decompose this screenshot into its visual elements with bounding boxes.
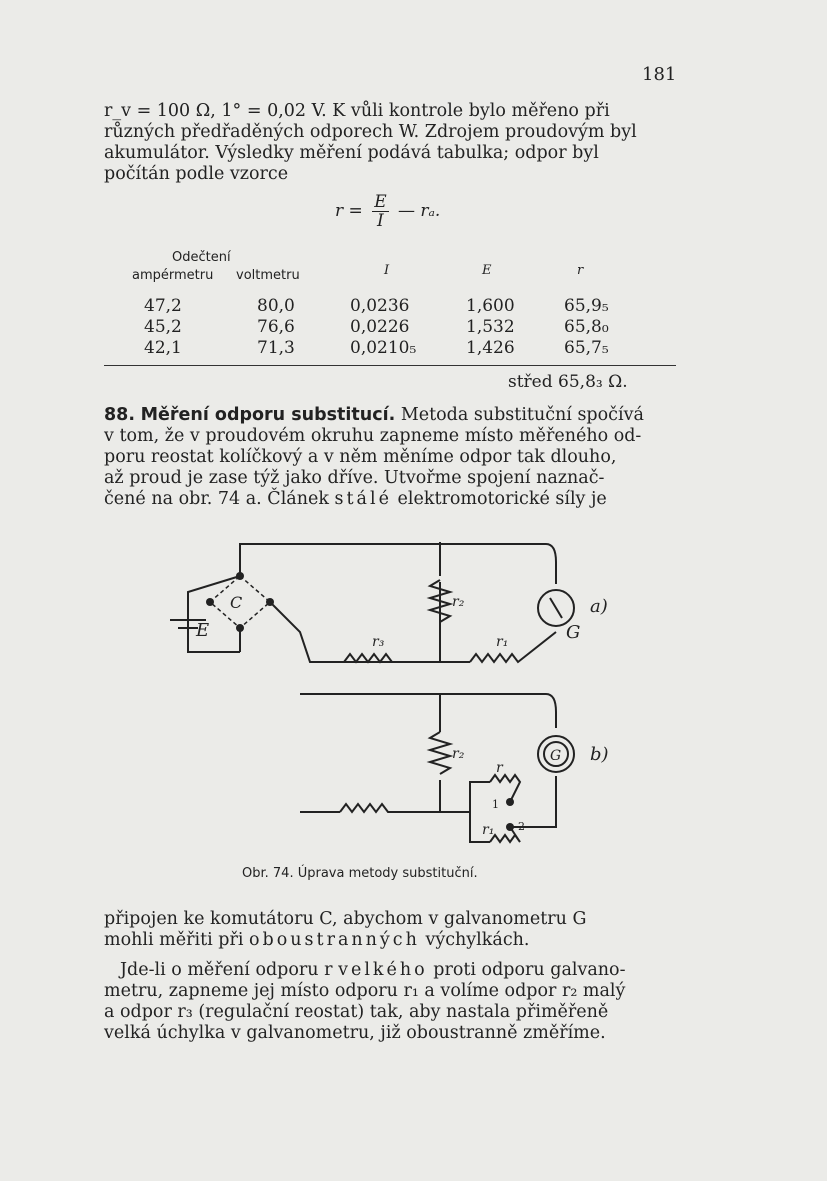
para3-line-1: Jde-li o měření odporu r	[120, 960, 333, 980]
section-title: Měření odporu substitucí.	[140, 405, 396, 425]
para2-line-2: mohli měřiti při	[104, 930, 244, 950]
page-number: 181	[642, 64, 677, 85]
table-row	[104, 338, 674, 359]
label-g-top: G	[566, 622, 581, 643]
wire-b-top	[300, 694, 556, 728]
formula-fraction	[372, 193, 388, 230]
cell-ampermetru: 42,1	[144, 338, 182, 358]
cell-voltage: 1,600	[466, 296, 515, 316]
section-number: 88.	[104, 405, 136, 425]
label-b: b)	[590, 744, 609, 765]
label-c: C	[230, 593, 243, 612]
galvanometer-a-needle	[550, 598, 562, 618]
resistance-formula	[335, 193, 440, 230]
section-heading-line	[104, 405, 674, 426]
wire-b-r	[440, 782, 490, 812]
wire-a-r3	[270, 602, 440, 662]
plug-contact-1	[506, 798, 514, 806]
table-group-header: Odečtení	[172, 250, 231, 265]
section-line-5: čené na obr. 74 a. Článek	[104, 489, 329, 509]
section-spaced-word: stálé	[334, 489, 392, 509]
section-line-1: Metoda substituční spočívá	[400, 405, 644, 425]
para2-line-1: připojen ke komutátoru C, abychom v galvanometru G	[104, 909, 587, 929]
label-pin1: 1	[492, 798, 499, 811]
table-header-ampermetru: ampérmetru	[132, 268, 214, 283]
cell-ampermetru: 47,2	[144, 296, 182, 316]
cell-voltage: 1,426	[466, 338, 515, 358]
intro-line-1: r_v = 100 Ω, 1° = 0,02 V. K vůli kontrole bylo měřeno při	[104, 101, 610, 121]
para3-line-1-wrap	[104, 960, 674, 981]
resistor-b-left	[340, 780, 440, 812]
section-line-2: v tom, že v proudovém okruhu zapneme místo měřeného od-	[104, 426, 642, 446]
resistor-r2-b	[430, 732, 450, 774]
cell-voltage: 1,532	[466, 317, 515, 337]
intro-line-2: různých předřaděných odporech W. Zdrojem proudovým byl	[104, 122, 637, 142]
table-header-resistance: r	[577, 263, 584, 278]
formula-numerator: E	[374, 192, 387, 212]
formula-rhs: — rₐ.	[398, 201, 441, 221]
section-line-4: až proud je zase týž jako dříve. Utvořme spojení naznač-	[104, 468, 605, 488]
table-bottom-rule	[104, 365, 676, 366]
cell-resistance: 65,7₅	[564, 338, 609, 358]
label-r2-top: r₂	[452, 594, 465, 610]
commutator-contact	[236, 624, 244, 632]
section-line-3: poru reostat kolíčkový a v něm měníme odpor tak dlouho,	[104, 447, 617, 467]
cell-current: 0,0236	[350, 296, 410, 316]
para3-spaced-word: velkého	[338, 960, 428, 980]
intro-line-4: počítán podle vzorce	[104, 164, 289, 184]
label-r1-bottom: r₁	[482, 822, 495, 838]
commutator-contact	[206, 598, 214, 606]
table-header-current: I	[384, 263, 390, 278]
label-r3: r₃	[372, 634, 385, 650]
cell-current: 0,0226	[350, 317, 410, 337]
label-r1: r₁	[496, 634, 509, 650]
table-mean: střed 65,8₃ Ω.	[508, 372, 628, 392]
cell-resistance: 65,9₅	[564, 296, 609, 316]
circuit-figure	[160, 532, 650, 862]
label-r: r	[496, 760, 503, 776]
section-line-5-end: elektromotorické síly je	[397, 489, 607, 509]
cell-voltmetru: 76,6	[257, 317, 295, 337]
cell-resistance: 65,8₀	[564, 317, 609, 337]
para2-line-2-wrap	[104, 930, 674, 951]
para2-spaced-word: oboustranných	[249, 930, 420, 950]
label-pin2: 2	[518, 820, 525, 833]
commutator-contact	[236, 572, 244, 580]
para2-line-2-end: výchylkách.	[425, 930, 530, 950]
figure-caption: Obr. 74. Úprava metody substituční.	[242, 866, 478, 881]
table-row	[104, 296, 674, 317]
formula-lhs: r =	[335, 201, 363, 221]
cell-current: 0,0210₅	[350, 338, 417, 358]
cell-ampermetru: 45,2	[144, 317, 182, 337]
wire-b-return	[510, 776, 556, 827]
formula-denominator: I	[377, 211, 384, 231]
para3-line-3: a odpor r₃ (regulační reostat) tak, aby nastala přiměřeně	[104, 1002, 609, 1022]
cell-voltmetru: 71,3	[257, 338, 295, 358]
para3-line-2: metru, zapneme jej místo odporu r₁ a volíme odpor r₂ malý	[104, 981, 626, 1001]
resistor-r1-a	[470, 632, 556, 662]
label-a: a)	[590, 596, 608, 617]
commutator-contact	[266, 598, 274, 606]
label-r2-bottom: r₂	[452, 746, 465, 762]
para3-line-4: velká úchylka v galvanometru, již oboustranně změříme.	[104, 1023, 606, 1043]
table-header-voltage: E	[482, 263, 492, 278]
plug-contact-2	[506, 823, 514, 831]
resistor-r1-b	[490, 827, 520, 842]
table-row	[104, 317, 674, 338]
resistor-r3	[344, 654, 392, 662]
para3-line-1-end: proti odporu galvano-	[433, 960, 626, 980]
intro-line-3: akumulátor. Výsledky měření podává tabulka; odpor byl	[104, 143, 599, 163]
section-line-5-wrap	[104, 489, 674, 510]
table-header-voltmetru: voltmetru	[236, 268, 300, 283]
wire-a-top	[240, 544, 556, 584]
label-g-bottom: G	[550, 748, 562, 764]
label-e: E	[196, 620, 210, 641]
cell-voltmetru: 80,0	[257, 296, 295, 316]
